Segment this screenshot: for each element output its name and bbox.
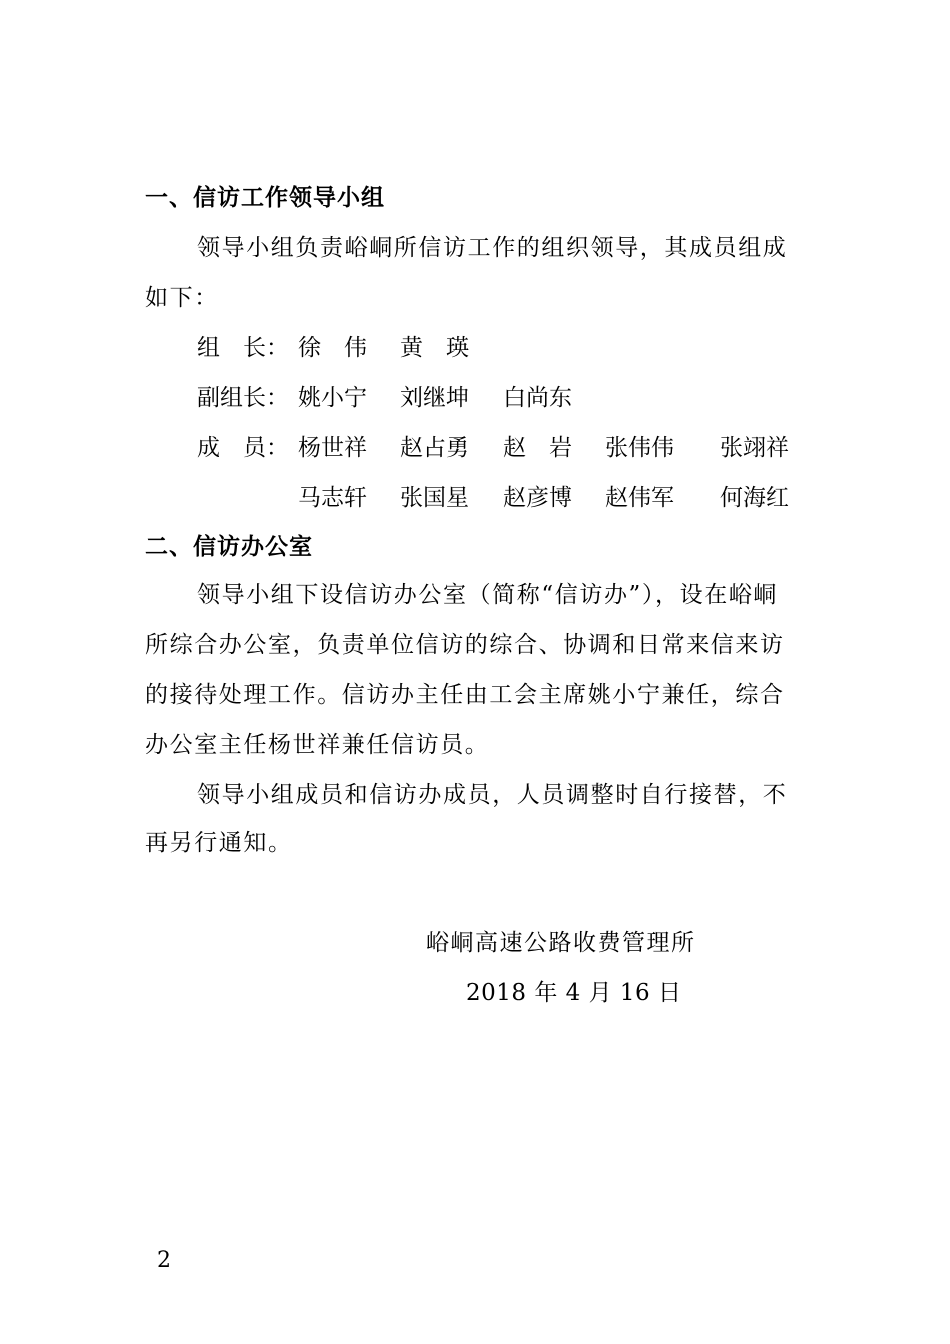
signature-date: 2018 年 4 月 16 日 <box>466 980 682 1006</box>
member-name: 张国星 <box>400 485 469 511</box>
member-name: 赵彦博 <box>503 485 572 511</box>
section-2-para-1-line-2: 所综合办公室，负责单位信访的综合、协调和日常来信来访 <box>145 632 785 658</box>
deputy-label: 副组长： <box>197 385 289 411</box>
section-2-para-1-line-1: 领导小组下设信访办公室（简称“信访办”），设在峪峒 <box>197 582 779 608</box>
section-2-para-1-line-4: 办公室主任杨世祥兼任信访员。 <box>145 732 490 758</box>
member-label: 成 员： <box>197 435 289 461</box>
member-name: 张翊祥 <box>720 435 789 461</box>
member-name: 赵 岩 <box>503 435 572 461</box>
section-1-heading: 一、信访工作领导小组 <box>145 185 385 211</box>
section-2-para-2-line-2: 再另行通知。 <box>145 830 293 856</box>
member-name: 何海红 <box>720 485 789 511</box>
signature-organization: 峪峒高速公路收费管理所 <box>426 930 696 956</box>
section-2-para-1-line-3: 的接待处理工作。信访办主任由工会主席姚小宁兼任，综合 <box>145 682 785 708</box>
page-number: 2 <box>157 1248 171 1273</box>
section-2-heading: 二、信访办公室 <box>145 534 313 560</box>
section-1-intro-line-1: 领导小组负责峪峒所信访工作的组织领导，其成员组成 <box>197 235 788 261</box>
leader-name: 黄 瑛 <box>400 335 469 361</box>
member-name: 赵伟军 <box>605 485 674 511</box>
leader-name: 徐 伟 <box>298 335 367 361</box>
member-name: 马志轩 <box>298 485 367 511</box>
member-name: 杨世祥 <box>298 435 367 461</box>
deputy-name: 白尚东 <box>503 385 572 411</box>
member-name: 张伟伟 <box>605 435 674 461</box>
deputy-name: 姚小宁 <box>298 385 367 411</box>
member-name: 赵占勇 <box>400 435 469 461</box>
deputy-name: 刘继坤 <box>400 385 469 411</box>
section-1-intro-line-2: 如下： <box>145 285 219 311</box>
section-2-para-2-line-1: 领导小组成员和信访办成员，人员调整时自行接替，不 <box>197 782 788 808</box>
leader-label: 组 长： <box>197 335 289 361</box>
